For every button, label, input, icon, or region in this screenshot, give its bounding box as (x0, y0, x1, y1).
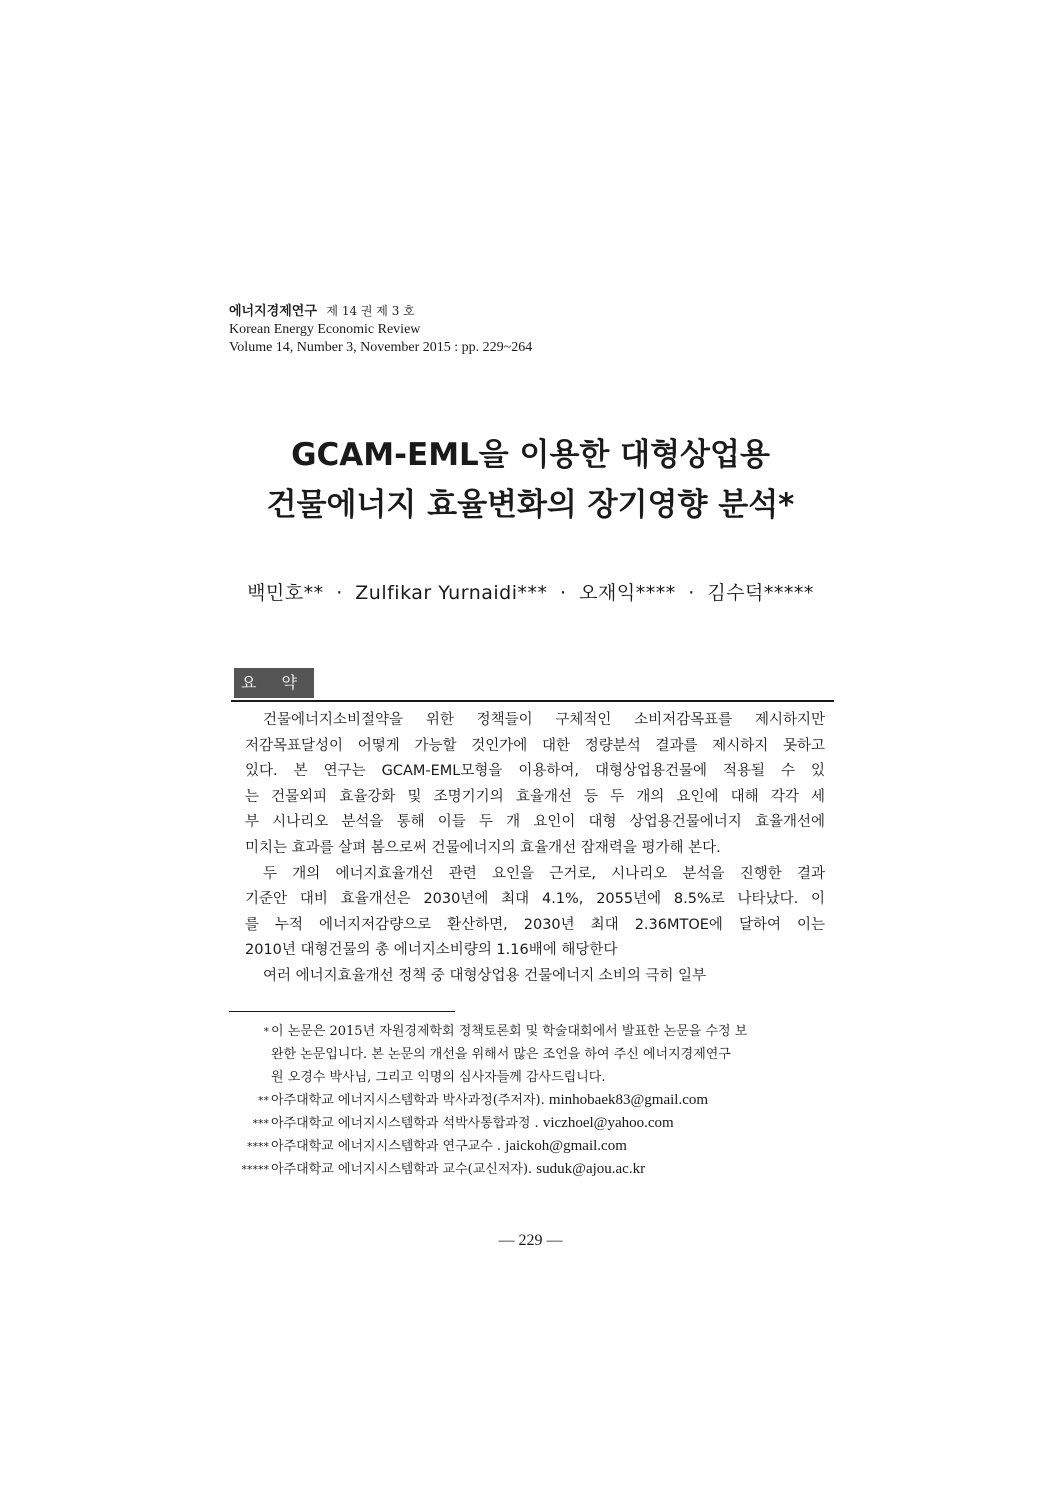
abstract-line: 미치는 효과를 살펴 봄으로써 건물에너지의 효율개선 잠재력을 평가해 본다. (245, 839, 721, 856)
author-list (0, 578, 1061, 605)
author-separator: · (560, 582, 567, 604)
footnote-text: 완한 논문입니다. 본 논문의 개선을 위해서 많은 조언을 하여 주신 에너지경제연구 (271, 1047, 731, 1062)
footnote-mark: ***** (241, 1163, 269, 1176)
paper-title-line-2: 건물에너지 효율변화의 장기영향 분석* (266, 487, 795, 523)
abstract-line: 를 누적 에너지저감량으로 환산하면, 2030년 최대 2.36MTOE에 달하여 이는 (245, 916, 825, 933)
footnote-text: 이 논문은 2015년 자원경제학회 정책토론회 및 학술대회에서 발표한 논문을 수정 보 (271, 1024, 748, 1039)
journal-header (229, 302, 532, 357)
footnotes (229, 1020, 834, 1181)
footnote-mark: * (263, 1025, 269, 1038)
footnote-email[interactable]: suduk@ajou.ac.kr (536, 1161, 646, 1177)
abstract-line: 2010년 대형건물의 총 에너지소비량의 1.16배에 해당한다 (245, 942, 618, 959)
footnote-author-3 (229, 1135, 834, 1158)
abstract-label: 요 약 (234, 668, 314, 698)
abstract-line: 건물에너지소비절약을 위한 정책들이 구체적인 소비저감목표를 제시하지만 (263, 712, 825, 728)
author-3: 오재익**** (579, 582, 676, 604)
abstract-line: 있다. 본 연구는 GCAM-EML모형을 이용하여, 대형상업용건물에 적용될 수 있 (245, 763, 825, 780)
abstract-line: 여러 에너지효율개선 정책 중 대형상업용 건물에너지 소비의 극히 일부 (263, 967, 707, 984)
footnote-email[interactable]: jaickoh@gmail.com (505, 1138, 627, 1154)
abstract-line: 두 개의 에너지효율개선 관련 요인을 근거로, 시나리오 분석을 진행한 결과 (263, 865, 825, 882)
abstract-line: 저감목표달성이 어떻게 가능할 것인가에 대한 정량분석 결과를 제시하지 못하고 (245, 737, 825, 754)
footnote-author-1 (229, 1089, 834, 1112)
journal-citation: Volume 14, Number 3, November 2015 : pp. 229~264 (229, 340, 533, 355)
abstract-body (245, 708, 825, 990)
footnote-mark: ** (258, 1094, 269, 1107)
abstract-header (231, 668, 834, 702)
journal-name-kr: 에너지경제연구 (229, 304, 317, 319)
abstract-line: 는 건물외피 효율강화 및 조명기기의 효율개선 등 두 개의 요인에 대해 각각 세 (245, 788, 825, 805)
author-4: 김수덕***** (707, 582, 814, 604)
paper-title-line-1: GCAM-EML을 이용한 대형상업용 (291, 437, 770, 473)
abstract-line: 부 시나리오 분석을 통해 이들 두 개 요인이 대형 상업용건물에너지 효율개선에 (245, 814, 825, 831)
journal-name-en: Korean Energy Economic Review (229, 322, 421, 337)
abstract-line: 기준안 대비 효율개선은 2030년에 최대 4.1%, 2055년에 8.5%로 나타났다. 이 (245, 891, 825, 908)
footnote-email[interactable]: viczhoel@yahoo.com (542, 1115, 674, 1131)
footnote-mark: *** (252, 1117, 269, 1130)
author-1: 백민호** (247, 582, 324, 604)
paper-title (0, 430, 1061, 530)
footnote-author-4 (229, 1158, 834, 1181)
footnote-mark: **** (247, 1140, 269, 1153)
footnote-email[interactable]: minhobaek83@gmail.com (548, 1092, 709, 1108)
author-2: Zulfikar Yurnaidi*** (355, 582, 548, 604)
footnote-text: 아주대학교 에너지시스템학과 연구교수 . (271, 1139, 502, 1154)
footnote-text: 아주대학교 에너지시스템학과 석박사통합과정 . (271, 1116, 539, 1131)
footnote-divider (229, 1011, 455, 1012)
footnote-text: 아주대학교 에너지시스템학과 교수(교신저자). (271, 1162, 533, 1177)
author-separator: · (336, 582, 343, 604)
footnote-author-2 (229, 1112, 834, 1135)
author-separator: · (688, 582, 695, 604)
footnote-acknowledgement (229, 1020, 834, 1089)
footnote-text: 아주대학교 에너지시스템학과 박사과정(주저자). (271, 1093, 545, 1108)
journal-issue-kr: 제 14 권 제 3 호 (326, 304, 415, 318)
footnote-text: 원 오경수 박사님, 그리고 익명의 심사자들께 감사드립니다. (271, 1070, 606, 1085)
page-number: ― 229 ― (498, 1232, 563, 1249)
journal-title-line (229, 302, 532, 321)
